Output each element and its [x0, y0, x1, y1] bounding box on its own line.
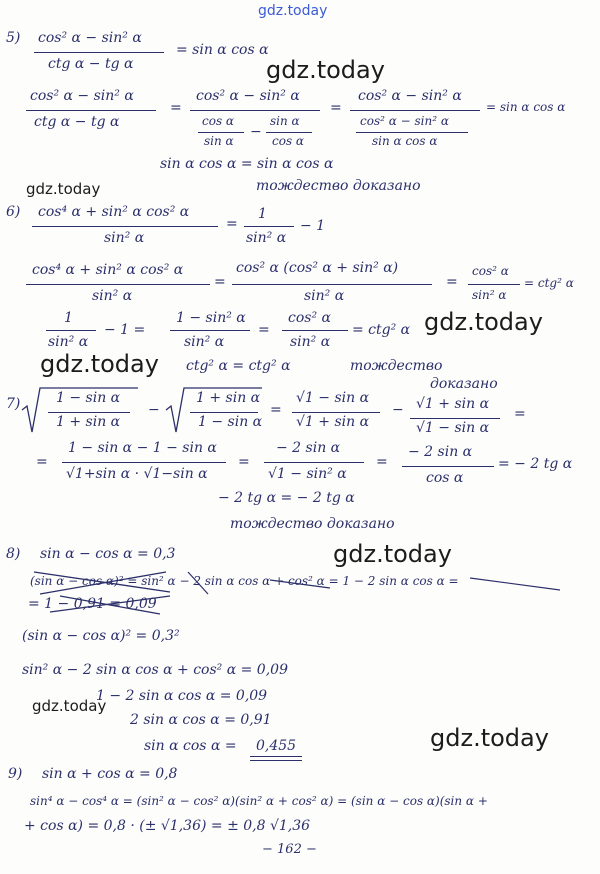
watermark: gdz.today [40, 350, 159, 378]
equals-sign: = [376, 454, 388, 470]
equation-line: (sin α − cos α)² = 0,3² [22, 628, 180, 644]
fraction-denominator: ctg α − tg α [48, 56, 134, 72]
fraction-numerator: − 2 sin α [276, 440, 341, 456]
problem-number-6: 6) [6, 204, 21, 220]
equals-sign: = [36, 454, 48, 470]
equation-line: + cos α) = 0,8 · (± √1,36) = ± 0,8 √1,36 [24, 818, 311, 834]
fraction-denominator: sin² α [48, 334, 89, 350]
equals-sign: = [258, 322, 270, 338]
minus-sign: − [148, 402, 160, 418]
fraction-denominator: sin² α [92, 288, 133, 304]
given-equation: sin α − cos α = 0,3 [40, 546, 176, 562]
fraction-numerator: − 2 sin α [408, 444, 473, 460]
equals-sign: = [330, 100, 342, 116]
watermark: gdz.today [430, 724, 549, 752]
equals-sign: = [270, 402, 282, 418]
fraction-denominator: sin² α [184, 334, 225, 350]
equation-lhs: sin α cos α = [144, 738, 237, 754]
fraction-numerator: cos² α − sin² α [358, 88, 462, 104]
equals-sign: = [238, 454, 250, 470]
fraction-numerator: cos⁴ α + sin² α cos² α [38, 204, 190, 220]
equals-sign: = [226, 216, 238, 232]
fraction-numerator: √1 − sin α [296, 390, 370, 406]
fraction-numerator: cos² α − sin² α [38, 30, 142, 46]
equation-rhs: = sin α cos α [486, 100, 566, 114]
expression-tail: − 1 = [104, 322, 146, 338]
equation-line: sin² α − 2 sin α cos α + cos² α = 0,09 [22, 662, 288, 678]
crossed-out-line: = 1 − 0,91 = 0,09 [28, 596, 157, 612]
subfraction-denominator: sin α cos α [372, 134, 438, 148]
expression-tail: = − 2 tg α [498, 456, 573, 472]
problem-number-8: 8) [6, 546, 21, 562]
problem-number-9: 9) [8, 766, 23, 782]
fraction-denominator: sin² α [472, 288, 507, 302]
fraction-numerator: 1 − sin α − 1 − sin α [68, 440, 217, 456]
proof-conclusion: тождество доказано [230, 516, 395, 532]
problem-number-7: 7) [6, 396, 21, 412]
fraction-numerator: 1 [64, 310, 73, 326]
equation-line: 1 − 2 sin α cos α = 0,09 [96, 688, 268, 704]
watermark-top: gdz.today [258, 3, 328, 19]
subfraction-denominator: sin α [204, 134, 234, 148]
proof-conclusion: тождество [350, 358, 443, 374]
fraction-denominator: sin² α [246, 230, 287, 246]
fraction-denominator: √1 − sin α [416, 420, 490, 436]
watermark: gdz.today [424, 308, 543, 336]
answer-underline [250, 756, 302, 761]
fraction-denominator: sin² α [304, 288, 345, 304]
subfraction-denominator: cos α [272, 134, 305, 148]
answer-value: 0,455 [256, 738, 297, 754]
problem-number-5: 5) [6, 30, 21, 46]
equation-line: − 2 tg α = − 2 tg α [218, 490, 355, 506]
fraction-denominator: √1 + sin α [296, 414, 370, 430]
crossed-out-line: (sin α − cos α)² = sin² α − 2 sin α cos α + cos² α = 1 − 2 sin α cos α = [30, 574, 459, 588]
equation-line: ctg² α = ctg² α [186, 358, 291, 374]
equals-sign: = [446, 274, 458, 290]
fraction-denominator: sin² α [290, 334, 331, 350]
subfraction-numerator: cos² α − sin² α [360, 114, 449, 128]
equation-rhs: = sin α cos α [176, 42, 269, 58]
fraction-numerator: √1 + sin α [416, 396, 490, 412]
fraction-denominator: ctg α − tg α [34, 114, 120, 130]
equation-line: sin⁴ α − cos⁴ α = (sin² α − cos² α)(sin² α + cos² α) = (sin α − cos α)(sin α + [30, 794, 488, 808]
watermark: gdz.today [32, 697, 107, 715]
fraction-numerator: cos² α [288, 310, 331, 326]
subfraction-numerator: sin α [270, 114, 300, 128]
watermark: gdz.today [26, 180, 101, 198]
fraction-numerator: cos² α [472, 264, 509, 278]
fraction-denominator: √1 − sin² α [268, 466, 347, 482]
equals-sign: = [514, 406, 526, 422]
equation-line: 2 sin α cos α = 0,91 [130, 712, 272, 728]
minus-sign: − [250, 124, 262, 140]
proof-conclusion: доказано [430, 376, 498, 392]
fraction-numerator: cos² α − sin² α [30, 88, 134, 104]
minus-sign: − [392, 402, 404, 418]
watermark: gdz.today [333, 540, 452, 568]
fraction-denominator: 1 − sin α [198, 414, 263, 430]
equation-line: sin α cos α = sin α cos α [160, 156, 334, 172]
equals-sign: = [214, 274, 226, 290]
subfraction-numerator: cos α [202, 114, 235, 128]
watermark: gdz.today [266, 56, 385, 84]
fraction-numerator: 1 [258, 206, 267, 222]
fraction-numerator: 1 − sin α [56, 390, 121, 406]
expression-tail: = ctg² α [524, 276, 574, 290]
proof-conclusion: тождество доказано [256, 178, 421, 194]
given-equation: sin α + cos α = 0,8 [42, 766, 178, 782]
fraction-denominator: √1+sin α · √1−sin α [66, 466, 208, 482]
expression-tail: = ctg² α [352, 322, 411, 338]
fraction-numerator: cos² α − sin² α [196, 88, 300, 104]
fraction-denominator: sin² α [104, 230, 145, 246]
fraction-denominator: 1 + sin α [56, 414, 121, 430]
fraction-numerator: 1 + sin α [196, 390, 261, 406]
fraction-numerator: cos⁴ α + sin² α cos² α [32, 262, 184, 278]
equals-sign: = [170, 100, 182, 116]
page-number: − 162 − [262, 842, 317, 857]
expression-tail: − 1 [300, 218, 326, 234]
fraction-numerator: 1 − sin² α [176, 310, 246, 326]
fraction-denominator: cos α [426, 470, 464, 486]
fraction-numerator: cos² α (cos² α + sin² α) [236, 260, 399, 276]
